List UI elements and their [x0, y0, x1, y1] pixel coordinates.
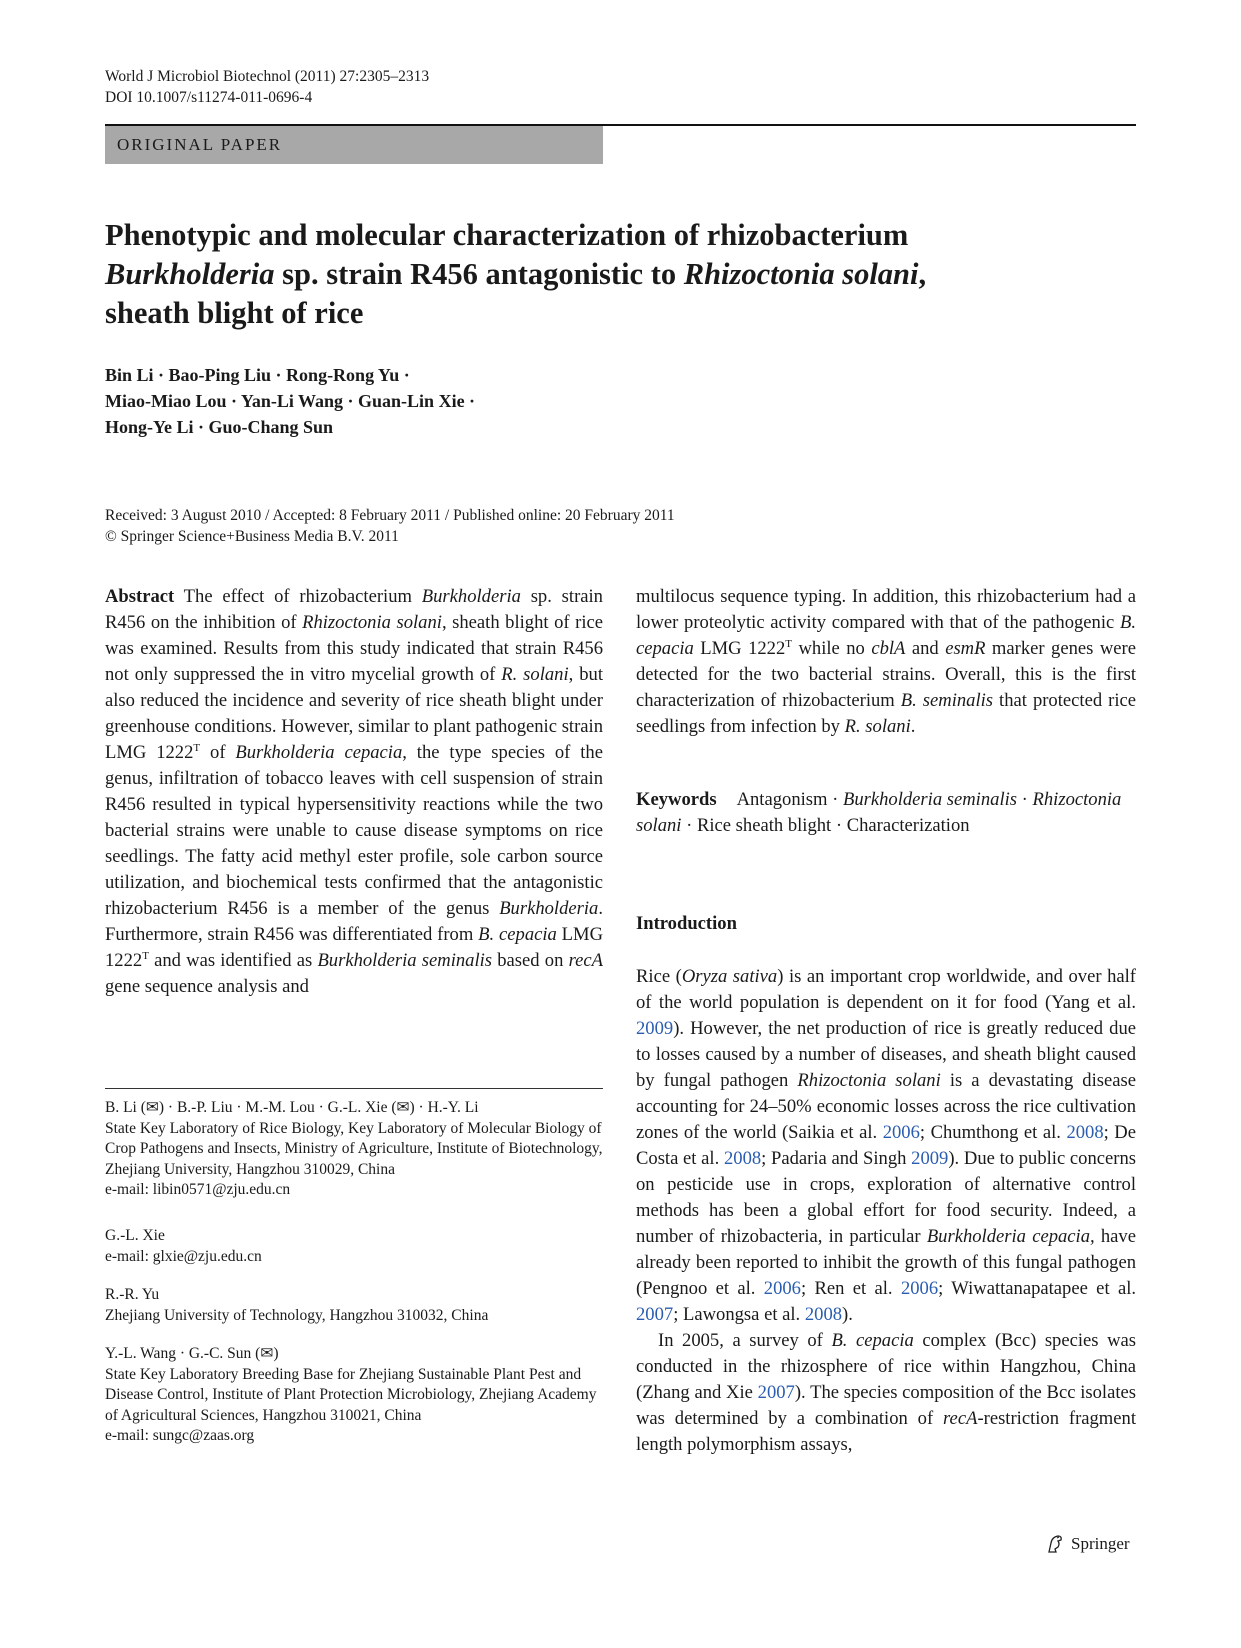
author-list: [105, 362, 705, 440]
affiliation-email[interactable]: e-mail: glxie@zju.edu.cn: [105, 1247, 262, 1265]
journal-header: [105, 66, 429, 108]
affiliation-rule: [105, 1088, 603, 1089]
abstract-text: .: [910, 716, 916, 737]
citation-link[interactable]: 2008: [1066, 1122, 1104, 1143]
publisher-logo: [1044, 1533, 1130, 1555]
abstract-text: , sheath blight of rice was examined. Results from this study indicated that strain R456 not only suppressed the in vitro mycelial growth of: [105, 612, 603, 685]
keyword: Burkholderia seminalis: [842, 789, 1018, 810]
affiliation-email[interactable]: e-mail: libin0571@zju.edu.cn: [105, 1181, 291, 1198]
abstract: [105, 584, 603, 1000]
publisher-name: Springer: [1071, 1534, 1130, 1553]
intro-text: ; Lawongsa et al.: [673, 1304, 805, 1325]
abstract-italic: B. cepacia: [636, 612, 1136, 659]
intro-text: is a devastating disease accounting for 24–50% economic losses across the rice cultivation zones of the world (Saikia et al.: [636, 1070, 1137, 1143]
abstract-text: LMG 1222: [105, 924, 603, 971]
paper-type-banner: ORIGINAL PAPER: [105, 126, 603, 164]
abstract-text: , but also reduced the incidence and severity of rice sheath blight under greenhouse conditions. However, similar to plant pathogenic strain LMG 1222: [105, 664, 603, 763]
abstract-text: of: [200, 742, 236, 763]
abstract-italic: Burkholderia: [499, 898, 599, 919]
publication-dates: [105, 505, 1005, 547]
citation-link[interactable]: 2007: [757, 1382, 795, 1403]
springer-horse-icon: [1044, 1533, 1066, 1555]
abstract-italic: Burkholderia cepacia: [235, 742, 403, 763]
intro-text: complex (Bcc) species was conducted in the rhizosphere of rice within Hangzhou, China (Zhang and Xie: [636, 1330, 1136, 1403]
abstract-italic: B. seminalis: [900, 690, 994, 711]
intro-text: have already been reported to inhibit the growth of this fungal pathogen (Pengnoo et al.: [636, 1226, 1136, 1299]
affiliation-address: State Key Laboratory of Rice Biology, Key Laboratory of Molecular Biology of Crop Pathogens and Insects, Ministry of Agriculture, Institute of Biotechnology, Zhejiang University, Hangzhou 310029, China: [105, 1119, 603, 1178]
intro-paragraph-1: [636, 964, 1136, 1328]
abstract-italic: Burkholderia: [421, 586, 521, 607]
abstract-italic: esmR: [945, 638, 986, 659]
abstract-text: marker genes were detected for the two bacterial strains. Overall, this is the first characterization of rhizobacterium: [636, 638, 1136, 711]
introduction-body: [636, 964, 1136, 1458]
title-mid: sp. strain R456 antagonistic to: [274, 257, 684, 291]
copyright-line: © Springer Science+Business Media B.V. 2011: [105, 528, 399, 545]
abstract-italic: R. solani: [501, 664, 569, 685]
intro-text: ).: [842, 1304, 853, 1325]
abstract-heading: Abstract: [105, 586, 175, 607]
abstract-text: and was identified as: [148, 950, 318, 971]
abstract-italic: B. cepacia: [478, 924, 557, 945]
abstract-italic: Burkholderia seminalis: [317, 950, 493, 971]
title-genus: Burkholderia: [105, 257, 275, 291]
affiliation-block-4: [105, 1344, 603, 1447]
abstract-italic: Rhizoctonia solani: [302, 612, 442, 633]
affiliation-names: G.-L. Xie: [105, 1227, 165, 1244]
intro-italic: B. cepacia: [831, 1330, 914, 1351]
abstract-text: LMG 1222: [693, 638, 786, 659]
affiliation-address: Zhejiang University of Technology, Hangzhou 310032, China: [105, 1306, 489, 1324]
abstract-text: while no: [792, 638, 872, 659]
title-line-3: sheath blight of rice: [105, 296, 364, 330]
title-line-2: [105, 255, 1105, 294]
citation-link[interactable]: 2008: [804, 1304, 843, 1325]
abstract-tail: multilocus sequence typing. In addition, this rhizobacterium had a lower proteolytic activity compared with that of the pathogenic B. cepacia LMG $1222^T$ while no cblA and esmR marker genes were detected for the two bacterial strains. Overall, this is the first characterization of rhizobacterium B. seminalis that protected rice seedlings from infection by R. solani.: [636, 586, 1136, 737]
abstract-italic: R. solani: [844, 716, 911, 737]
intro-text: ). The species composition of the Bcc isolates was determined by a combination of: [636, 1382, 1136, 1429]
intro-text: ; De Costa et al.: [636, 1122, 1136, 1169]
citation-link[interactable]: 2008: [723, 1148, 762, 1169]
title-species: Rhizoctonia solani: [683, 257, 919, 291]
affiliation-block-2: [105, 1226, 603, 1267]
intro-text: ; Wiwattanapatapee et al.: [938, 1278, 1137, 1299]
citation-link[interactable]: 2006: [900, 1278, 939, 1299]
authors-line-3: Hong-Ye Li · Guo-Chang Sun: [105, 417, 334, 437]
paper-title: [105, 216, 1105, 333]
abstract-italic: recA: [568, 950, 604, 971]
authors-line-1: Bin Li · Bao-Ping Liu · Rong-Rong Yu ·: [105, 365, 410, 385]
abstract-text: . Furthermore, strain R456 was differentiated from: [105, 898, 603, 945]
citation-link[interactable]: 2007: [636, 1304, 674, 1325]
abstract-text: that protected rice seedlings from infection by: [636, 690, 1136, 737]
journal-citation: World J Microbiol Biotechnol (2011) 27:2305–2313: [105, 68, 430, 85]
intro-italic: Rhizoctonia solani: [797, 1070, 941, 1091]
abstract-text: The effect of rhizobacterium: [174, 586, 422, 607]
citation-link[interactable]: 2006: [763, 1278, 801, 1299]
affiliation-address: State Key Laboratory Breeding Base for Zhejiang Sustainable Plant Pest and Disease Control, Institute of Plant Protection Microbiology, Zhejiang Academy of Agricultural Sciences, Hangzhou 310021, China: [105, 1365, 597, 1424]
affiliation-names: Y.-L. Wang · G.-C. Sun (✉): [105, 1345, 279, 1362]
affiliation-names: B. Li (✉) · B.-P. Liu · M.-M. Lou · G.-L. Xie (✉) · H.-Y. Li: [105, 1099, 479, 1116]
keyword: · Rice sheath blight · Characterization: [681, 815, 970, 836]
intro-text: ). Due to public concerns on pesticide use in crops, exploration of alternative control methods has been a global effort for food security. Indeed, a number of rhizobacteria, in particular: [636, 1148, 1136, 1247]
keyword: Rhizoctonia solani: [636, 789, 1122, 836]
keywords: [636, 787, 1136, 839]
abstract-italic: cblA: [871, 638, 906, 659]
abstract-text: sp. strain R456 on the inhibition of: [105, 586, 603, 633]
intro-text: ; Padaria and Singh: [761, 1148, 912, 1169]
title-end: ,: [918, 257, 927, 291]
intro-paragraph-2: [636, 1328, 1136, 1458]
intro-text: In 2005, a survey of: [658, 1330, 832, 1351]
affiliation-names: R.-R. Yu: [105, 1286, 160, 1303]
keywords-heading: Keywords: [636, 789, 717, 810]
intro-text: ). However, the net production of rice is greatly reduced due to losses caused by a number of diseases, and sheath blight caused by fungal pathogen: [636, 1018, 1136, 1091]
title-line-1: Phenotypic and molecular characterization of rhizobacterium: [105, 218, 909, 252]
affiliation-block-1: [105, 1098, 603, 1201]
abstract-text: based on: [492, 950, 569, 971]
affiliation-block-3: [105, 1285, 603, 1326]
intro-italic: recA: [943, 1408, 978, 1429]
introduction-heading: Introduction: [636, 913, 737, 934]
intro-text: ; Ren et al.: [800, 1278, 901, 1299]
superscript: T: [142, 949, 149, 962]
intro-text: Rice (: [636, 966, 682, 987]
dates-line: Received: 3 August 2010 / Accepted: 8 February 2011 / Published online: 20 February 2011: [105, 507, 675, 524]
intro-text: ; Chumthong et al.: [919, 1122, 1067, 1143]
abstract-text: gene sequence analysis and: [105, 976, 309, 997]
intro-text: ) is an important crop worldwide, and over half of the world population is dependent on it for food (Yang et al.: [636, 966, 1136, 1013]
intro-italic: Oryza sativa: [681, 966, 778, 987]
keyword-sep: ·: [1017, 789, 1033, 810]
superscript: T: [785, 637, 793, 650]
citation-link[interactable]: 2006: [882, 1122, 920, 1143]
authors-line-2: Miao-Miao Lou · Yan-Li Wang · Guan-Lin Xie ·: [105, 391, 476, 411]
superscript: T: [193, 741, 201, 754]
abstract-text: , the type species of the genus, infiltration of tobacco leaves with cell suspension of strain R456 resulted in typical hypersensitivity reactions while the two bacterial strains were unable to cause disease symptoms on rice seedlings. The fatty acid methyl ester profile, sole carbon source utilization, and biochemical tests confirmed that the antagonistic rhizobacterium R456 is a member of the genus: [105, 742, 603, 919]
journal-doi: DOI 10.1007/s11274-011-0696-4: [105, 89, 313, 106]
affiliation-email[interactable]: e-mail: sungc@zaas.org: [105, 1427, 255, 1444]
citation-link[interactable]: 2009: [911, 1148, 949, 1169]
abstract-text: and: [905, 638, 946, 659]
intro-text: -restriction fragment length polymorphism assays,: [636, 1408, 1136, 1455]
keyword: Antagonism ·: [736, 789, 843, 810]
intro-italic: Burkholderia cepacia,: [926, 1226, 1095, 1247]
citation-link[interactable]: 2009: [636, 1018, 674, 1039]
